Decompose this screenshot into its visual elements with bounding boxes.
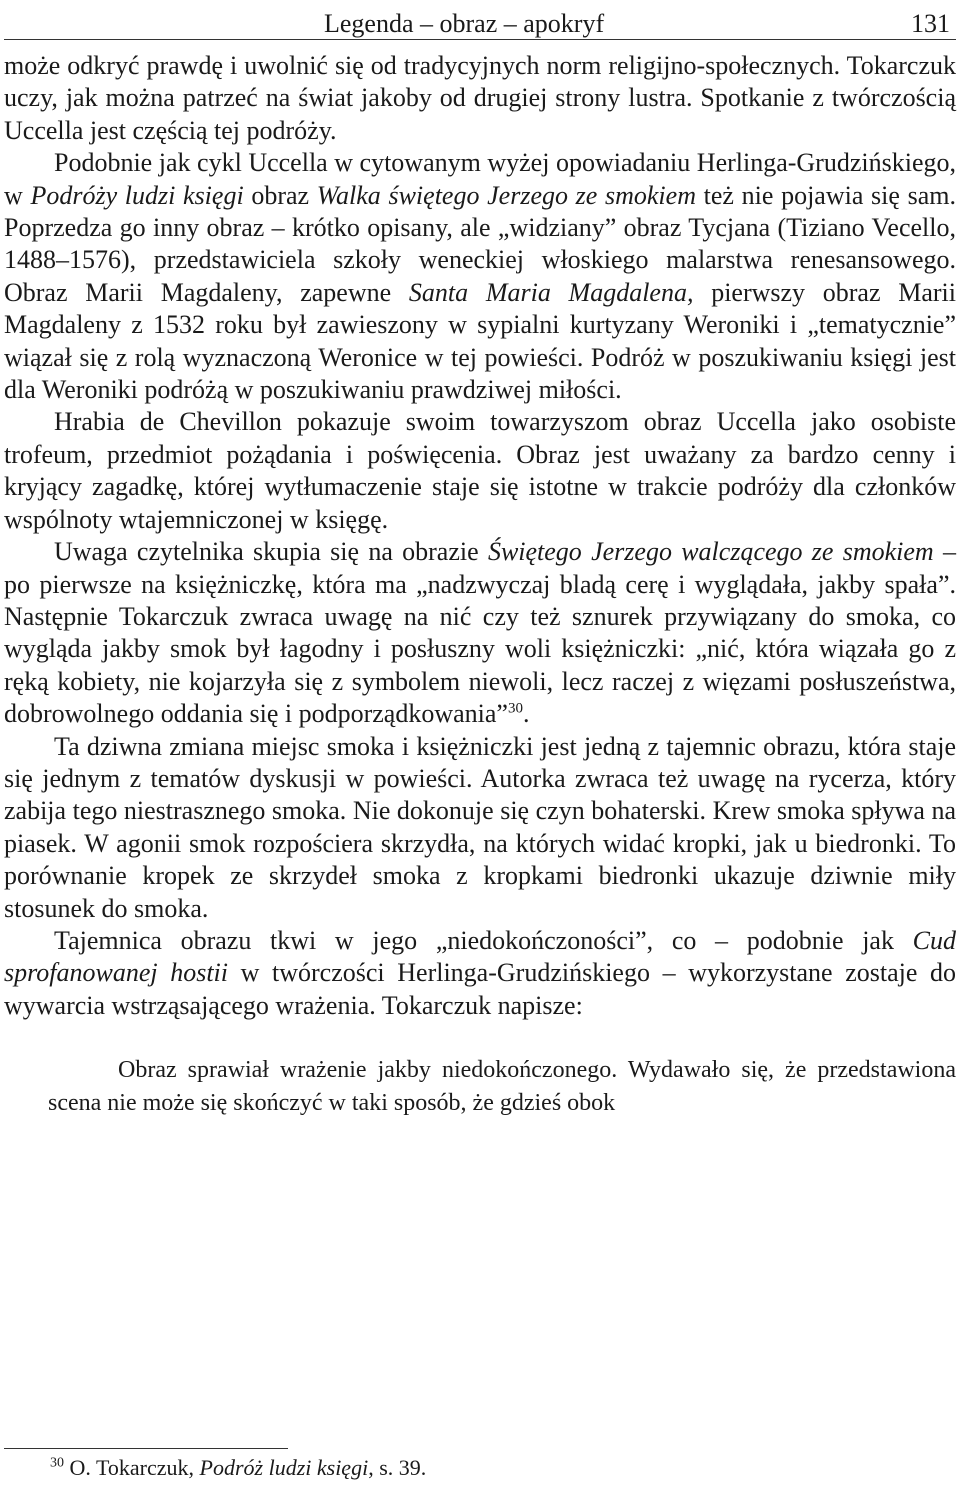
paragraph: [4, 406, 956, 536]
text-run: – po pierwsze na księżniczkę, która ma „nadzwyczaj bladą cerę i wyglądała, jakby spała”. Następnie Tokarczuk zwraca uwagę na nić czy też sznurek przywiązany do smoka, co wygląda jakby smok był łagodny i posłuszny woli księżniczki: „nić, która wiązała go z ręką kobiety, nie kojarzyła się z symbolem niewoli, lecz raczej z więzami posłuszeństwa, dobrowolnego oddania się i podporządkowania”: [4, 537, 956, 729]
text-run: O. Tokarczuk,: [64, 1455, 200, 1480]
text-run: pierwszy obraz Marii Magdaleny z 1532 roku był zawieszony w sypialni kurtyzany Weroniki i „tematycznie” wiązał się z rolą wyznaczoną Weronice w tej powieści. Podróż w poszukiwaniu księgi jest dla Weroniki podróżą w poszukiwaniu prawdziwej miłości.: [4, 277, 956, 405]
italic-title: Świętego Jerzego walczącego ze smokiem: [487, 537, 934, 567]
body-text: [4, 50, 956, 1022]
italic-title: Santa Maria Magdalena,: [408, 277, 694, 307]
footnote-marker: 30: [50, 1455, 64, 1471]
paragraph: [4, 147, 956, 406]
quote-text: Obraz sprawiał wrażenie jakby niedokończonego. Wydawało się, że przedstawiona scena nie może się skończyć w taki sposób, że gdzieś obok: [48, 1057, 956, 1117]
text-run: obraz: [243, 180, 317, 210]
text-run: też nie pojawia się sam. Poprzedza go inny obraz – krótko opisany, ale „widziany” obraz Tycjana (Tiziano Vecello, 1488–1576), przedstawiciela szkoły weneckiej włoskiego malarstwa renesansowego. Obraz Marii Magdaleny, zapewne: [4, 180, 956, 307]
italic-title: Podróż ludzi księgi: [199, 1455, 369, 1480]
page-number: 131: [911, 9, 950, 38]
text-run: Podobnie jak cykl Uccella w cytowanym wyżej opowiadaniu Herlinga-Grudzińskiego, w: [4, 148, 956, 210]
running-title: Legenda – obraz – apokryf: [324, 9, 605, 38]
footnote: [4, 1453, 960, 1483]
text-run: .: [522, 699, 530, 729]
running-header: [4, 0, 956, 40]
italic-title: Cud sprofanowanej hostii: [4, 925, 956, 988]
paragraph: [4, 925, 956, 1022]
text-run: Ta dziwna zmiana miejsc smoka i księżniczki jest jedną z tajemnic obrazu, która staje się jednym z tematów dyskusji w powieści. Autorka zwraca też uwagę na rycerza, który zabija tego niestrasznego smoka. Nie dokonuje się czyn bohaterski. Krew smoka spływa na piasek. W agonii smok rozpościera skrzydła, na których widać kropki, jak u biedronki. To porównanie kropek ze skrzydeł smoka z kropkami biedronki ukazuje dziwnie miły stosunek do smoka.: [4, 731, 956, 923]
footnote-rule: [4, 1448, 288, 1449]
italic-title: Walka świętego Jerzego ze smokiem: [316, 180, 696, 210]
text-run: Tajemnica obrazu tkwi w jego „niedokończoności”, co – podobnie jak: [54, 925, 913, 955]
text-run: w twórczości Herlinga-Grudzińskiego – wykorzystane zostaje do wywarcia wstrząsającego wrażenia. Tokarczuk napisze:: [4, 958, 957, 1020]
text-run: Hrabia de Chevillon pokazuje swoim towarzyszom obraz Uccella jako osobiste trofeum, przedmiot pożądania i poświęcenia. Obraz jest uważany za bardzo cenny i kryjący zagadkę, której wytłumaczenie staje się istotne w trakcie podróży dla członków wspólnoty wtajemniczonej w księgę.: [4, 407, 956, 534]
text-run: , s. 39.: [368, 1455, 427, 1480]
text-run: Uwaga czytelnika skupia się na obrazie: [54, 537, 488, 567]
footnote-ref: 30: [507, 700, 523, 717]
text-run: może odkryć prawdę i uwolnić się od tradycyjnych norm religijno-społecznych. Tokarczuk uczy, jak można patrzeć na świat jakoby od drugiej strony lustra. Spotkanie z twórczością Uccella jest częścią tej podróży.: [4, 51, 956, 145]
paragraph: [4, 536, 956, 730]
italic-title: Podróży ludzi księgi: [30, 180, 244, 210]
paragraph: [4, 731, 956, 925]
footnotes: [0, 1448, 960, 1483]
block-quote: [4, 1054, 956, 1120]
paragraph: [4, 50, 956, 147]
